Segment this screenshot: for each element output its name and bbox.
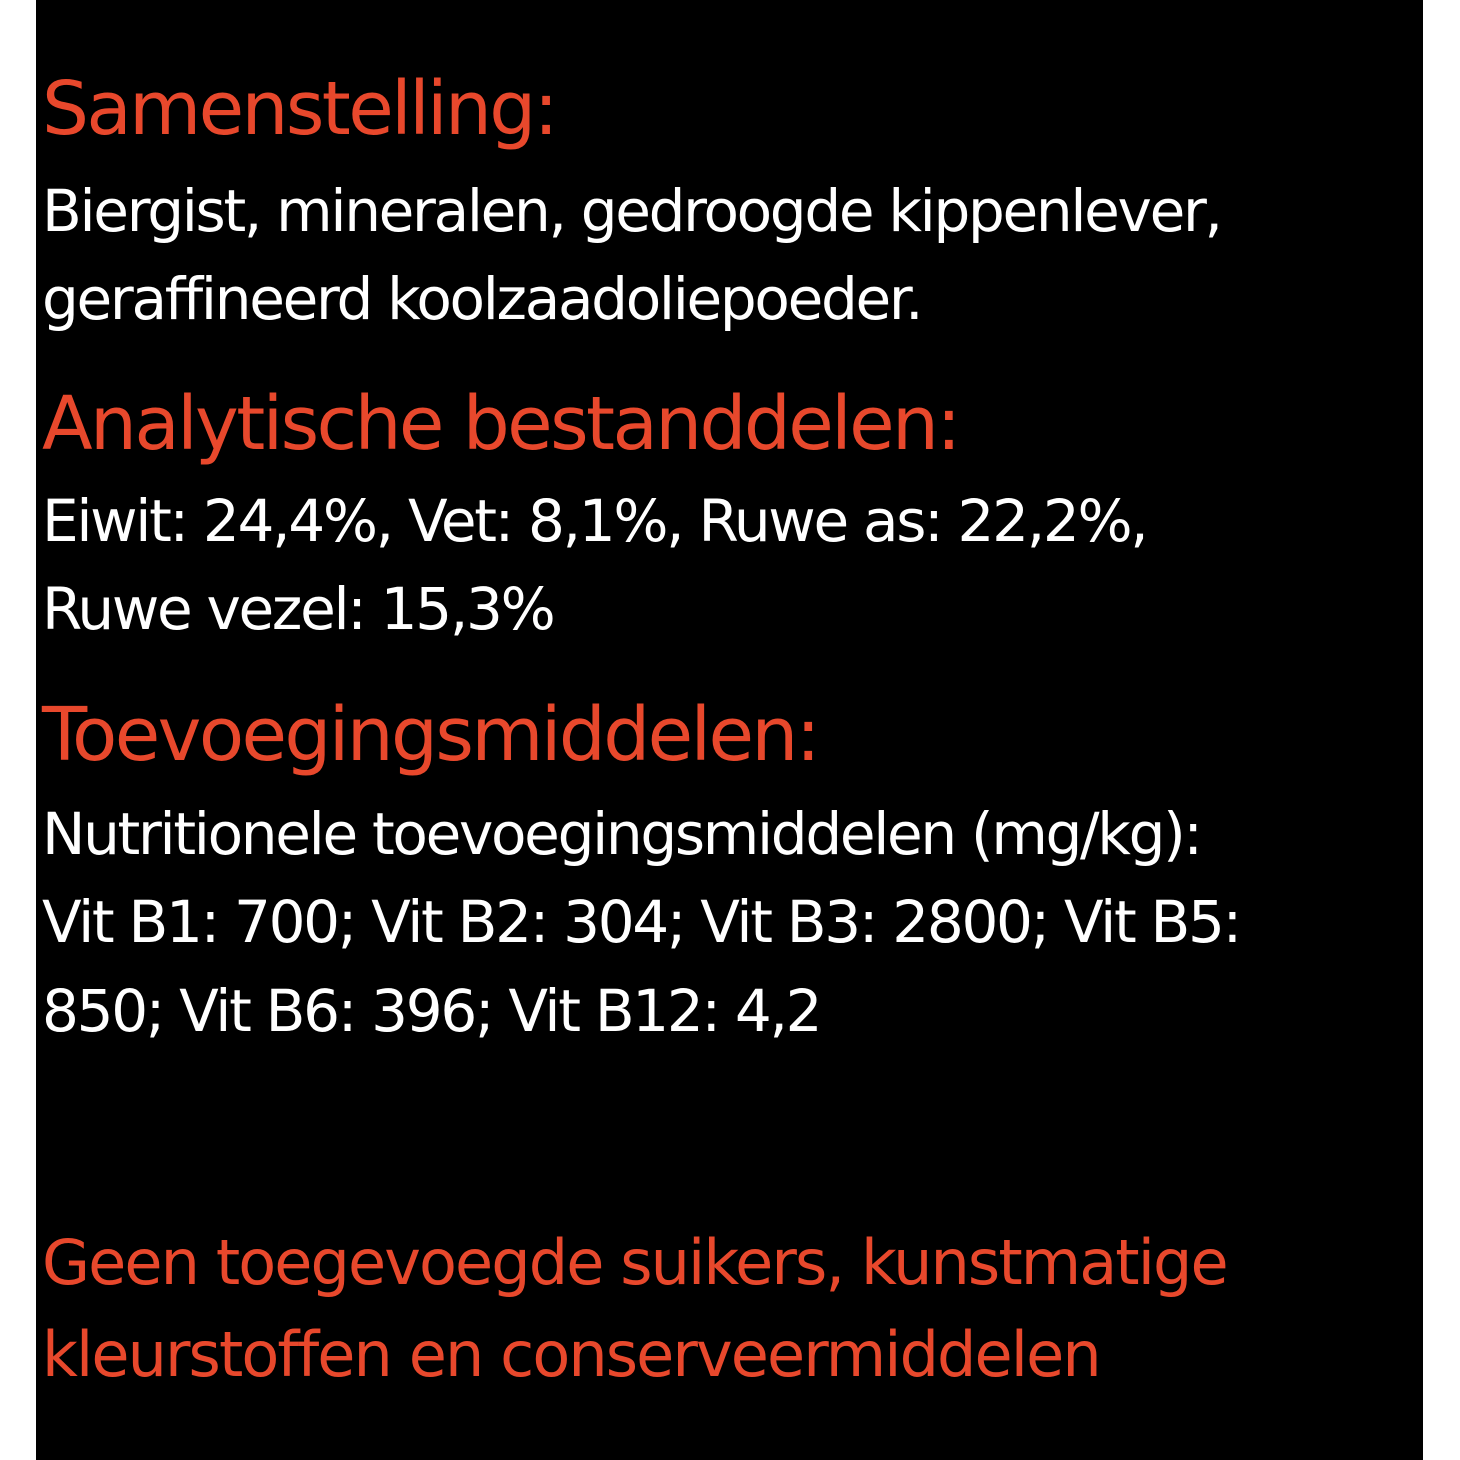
additives-line: 850; Vit B6: 396; Vit B12: 4,2	[42, 977, 821, 1045]
analytical-line: Eiwit: 24,4%, Vet: 8,1%, Ruwe as: 22,2%,	[42, 487, 1147, 555]
composition-heading: Samenstelling:	[42, 66, 557, 152]
analytical-heading: Analytische bestanddelen:	[42, 381, 959, 467]
footer-line: kleurstoffen en conserveermiddelen	[42, 1318, 1100, 1391]
additives-line: Vit B1: 700; Vit B2: 304; Vit B3: 2800; Vit B5:	[42, 888, 1240, 956]
additives-line: Nutritionele toevoegingsmiddelen (mg/kg):	[42, 800, 1201, 868]
composition-line: geraffineerd koolzaadoliepoeder.	[42, 265, 922, 333]
label-panel	[36, 0, 1423, 1460]
analytical-line: Ruwe vezel: 15,3%	[42, 575, 554, 643]
additives-heading: Toevoegingsmiddelen:	[42, 692, 819, 778]
composition-line: Biergist, mineralen, gedroogde kippenlever,	[42, 177, 1221, 245]
footer-line: Geen toegevoegde suikers, kunstmatige	[42, 1226, 1227, 1299]
